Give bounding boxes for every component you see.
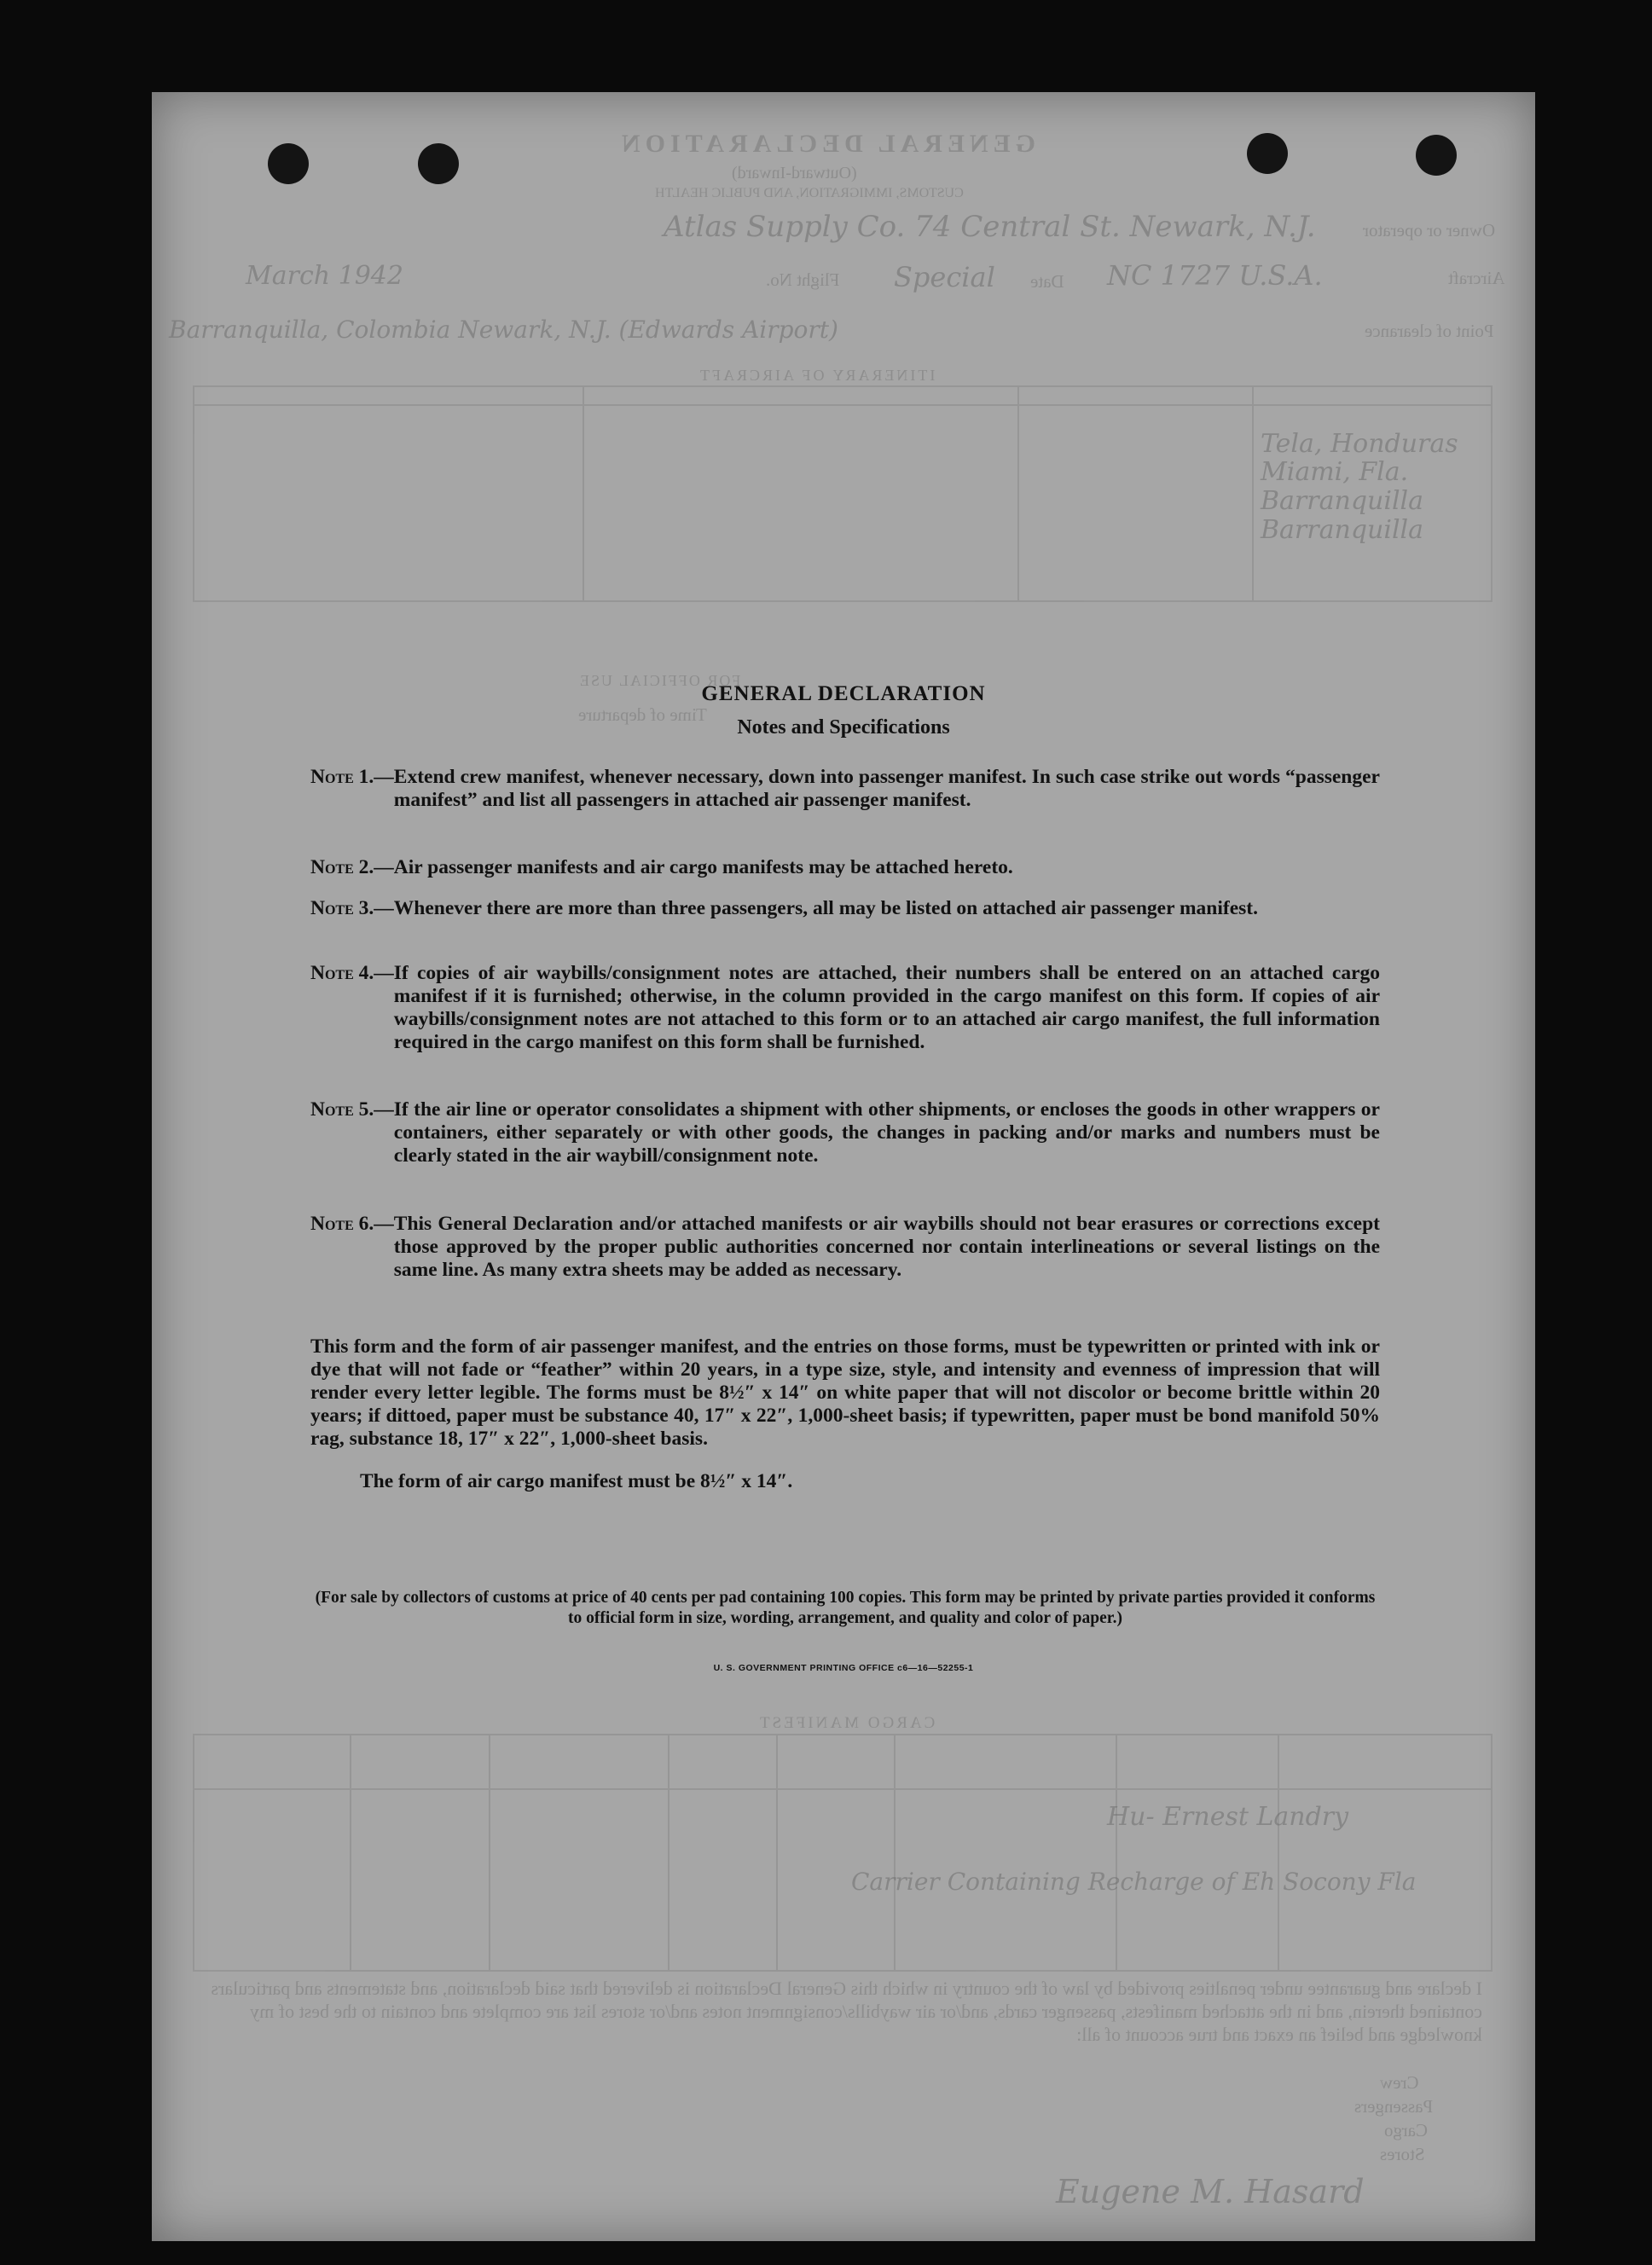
bleed-owner-label: Owner or operator — [1363, 220, 1496, 240]
cargo-size-note: The form of air cargo manifest must be 8½″ x 14″. — [360, 1470, 793, 1492]
note-label: Note 4. — [310, 962, 374, 984]
note-text: If copies of air waybills/consignment notes are attached, their numbers shall be entered on an attached cargo manifest if it is furnished; otherwise, in the column provided in the cargo manifest on this form. If copies of air waybills/consignment notes are not attached to this form or to an attached air cargo manifest, the full information required in the cargo manifest on this form shall be furnished. — [393, 962, 1380, 1053]
note-4: Note 4. — If copies of air waybills/consignment notes are attached, their numbers shall be entered on an attached cargo manifest if it is furnished; otherwise, in the column provided in the cargo manifest on this form. If copies of air waybills/consignment notes are not attached to this form or to an attached air cargo manifest, the full information required in the cargo manifest on this form shall be furnished. — [310, 962, 1380, 1053]
bleed-passengers: Passengers — [1354, 2096, 1434, 2117]
note-label: Note 1. — [310, 766, 374, 788]
bleed-cargo-manifest: CARGO MANIFEST — [757, 1714, 936, 1732]
bleed-declare-text: I declare and guarantee under penalties provided by law of the country in which this General Declaration is delivered that said declaration, and statements and particulars contained therein, and in the attached manifests, passenger cards, and/or air waybills/consignment notes and/or stores list are complete and contain to the best of my knowledge and belief an exact and true account of all: — [211, 1978, 1482, 2045]
note-text: Air passenger manifests and air cargo manifests may be attached hereto. — [393, 856, 1013, 878]
bleed-aircraft-label: Aircraft — [1448, 268, 1505, 288]
hw-clearance: Barranquilla, Colombia Newark, N.J. (Edwards Airport) — [169, 316, 838, 344]
note-text: This General Declaration and/or attached manifests or air waybills should not bear erasures or corrections except those approved by the proper public authorities concerned nor contain interlineations or several listings on the same line. As many extra sheets may be added as necessary. — [393, 1213, 1380, 1281]
hw-signature: Eugene M. Hasard — [1056, 2173, 1365, 2210]
note-6: Note 6. — This General Declaration and/or attached manifests or air waybills should not bear erasures or corrections except those approved by the proper public authorities concerned nor contain interlineations or several listings on the same line. As many extra sheets may be added as necessary. — [310, 1213, 1380, 1281]
notes-section — [152, 92, 1535, 2241]
hw-owner: Atlas Supply Co. 74 Central St. Newark, N.J. — [664, 210, 1316, 244]
hw-cargo-line: Carrier Containing Recharge of Eh Socony Fla — [851, 1868, 1417, 1896]
note-3: Note 3. — Whenever there are more than three passengers, all may be listed on attached air passenger manifest. — [310, 897, 1380, 920]
bleed-stores: Stores — [1380, 2144, 1425, 2164]
note-5: Note 5. — If the air line or operator consolidates a shipment with other shipments, or encloses the goods in other wrappers or containers, either separately or with other goods, the changes in packing and/or marks and numbers must be clearly stated in the air waybill/consignment note. — [310, 1098, 1380, 1167]
bleed-itinerary: ITINERARY OF AIRCRAFT — [698, 367, 936, 384]
bleed-clearance-label: Point of clearance — [1365, 321, 1494, 341]
hw-cargo-line: Hu- Ernest Landry — [1107, 1802, 1349, 1832]
bleed-header-agency: CUSTOMS, IMMIGRATION, AND PUBLIC HEALTH — [655, 186, 964, 200]
bleed-header-sub: (Outward-Inward) — [732, 164, 857, 182]
printing-office-line: U. S. GOVERNMENT PRINTING OFFICE c6—16—52255-1 — [713, 1663, 974, 1673]
hw-aircraft: NC 1727 U.S.A. — [1107, 259, 1323, 292]
hw-airport: Barranquilla — [1261, 515, 1424, 545]
hw-date: March 1942 — [246, 261, 403, 291]
note-label: Note 2. — [310, 856, 374, 878]
hw-airport: Miami, Fla. — [1261, 457, 1409, 487]
bleed-cargo: Cargo — [1384, 2120, 1428, 2140]
document-sheet — [152, 92, 1535, 2241]
note-text: Extend crew manifest, whenever necessary, down into passenger manifest. In such case strike out words “passenger manifest” and list all passengers in attached air passenger manifest. — [393, 766, 1380, 811]
note-1: Note 1. — Extend crew manifest, whenever necessary, down into passenger manifest. In such case strike out words “passenger manifest” and list all passengers in attached air passenger manifest. — [310, 766, 1380, 811]
hw-airport: Barranquilla — [1261, 486, 1424, 516]
note-text: Whenever there are more than three passengers, all may be listed on attached air passenger manifest. — [393, 897, 1258, 919]
note-text: If the air line or operator consolidates a shipment with other shipments, or encloses the goods in other wrappers or containers, either separately or with other goods, the changes in packing and/or marks and numbers must be clearly stated in the air waybill/consignment note. — [393, 1098, 1380, 1167]
note-label: Note 5. — [310, 1098, 374, 1121]
hw-flight: Special — [894, 261, 995, 293]
bleed-official-use: FOR OFFICIAL USE — [578, 672, 741, 689]
sale-notice: (For sale by collectors of customs at price of 40 cents per pad containing 100 copies. This form may be printed by private parties provided it conforms to official form in size, wording, arrangement, and quality and color of paper.) — [315, 1589, 1376, 1627]
bleed-header-title: GENERAL DECLARATION — [617, 130, 1036, 158]
note-label: Note 3. — [310, 897, 374, 919]
bleed-date-label: Date — [1030, 271, 1064, 292]
note-label: Note 6. — [310, 1213, 374, 1235]
bleed-crew: Crew — [1380, 2072, 1419, 2093]
note-2: Note 2. — Air passenger manifests and air cargo manifests may be attached hereto. — [310, 856, 1380, 879]
form-requirements: This form and the form of air passenger manifest, and the entries on those forms, must be typewritten or printed with ink or dye that will not fade or “feather” within 20 years, in a type size, style, and intensity and evenness of impression that will render every letter legible. The forms must be 8½″ x 14″ on white paper that will not discolor or become brittle within 20 years; if dittoed, paper must be substance 40, 17″ x 22″, 1,000-sheet basis; if typewritten, paper must be bond manifold 50% rag, substance 18, 17″ x 22″, 1,000-sheet basis. — [310, 1335, 1380, 1450]
bleed-flight-label: Flight No. — [766, 269, 840, 290]
page-subtitle: Notes and Specifications — [737, 716, 950, 739]
bleed-departure-time: Time of departure — [578, 704, 707, 725]
hw-airport: Tela, Honduras — [1261, 429, 1458, 459]
page-title: GENERAL DECLARATION — [701, 682, 986, 705]
